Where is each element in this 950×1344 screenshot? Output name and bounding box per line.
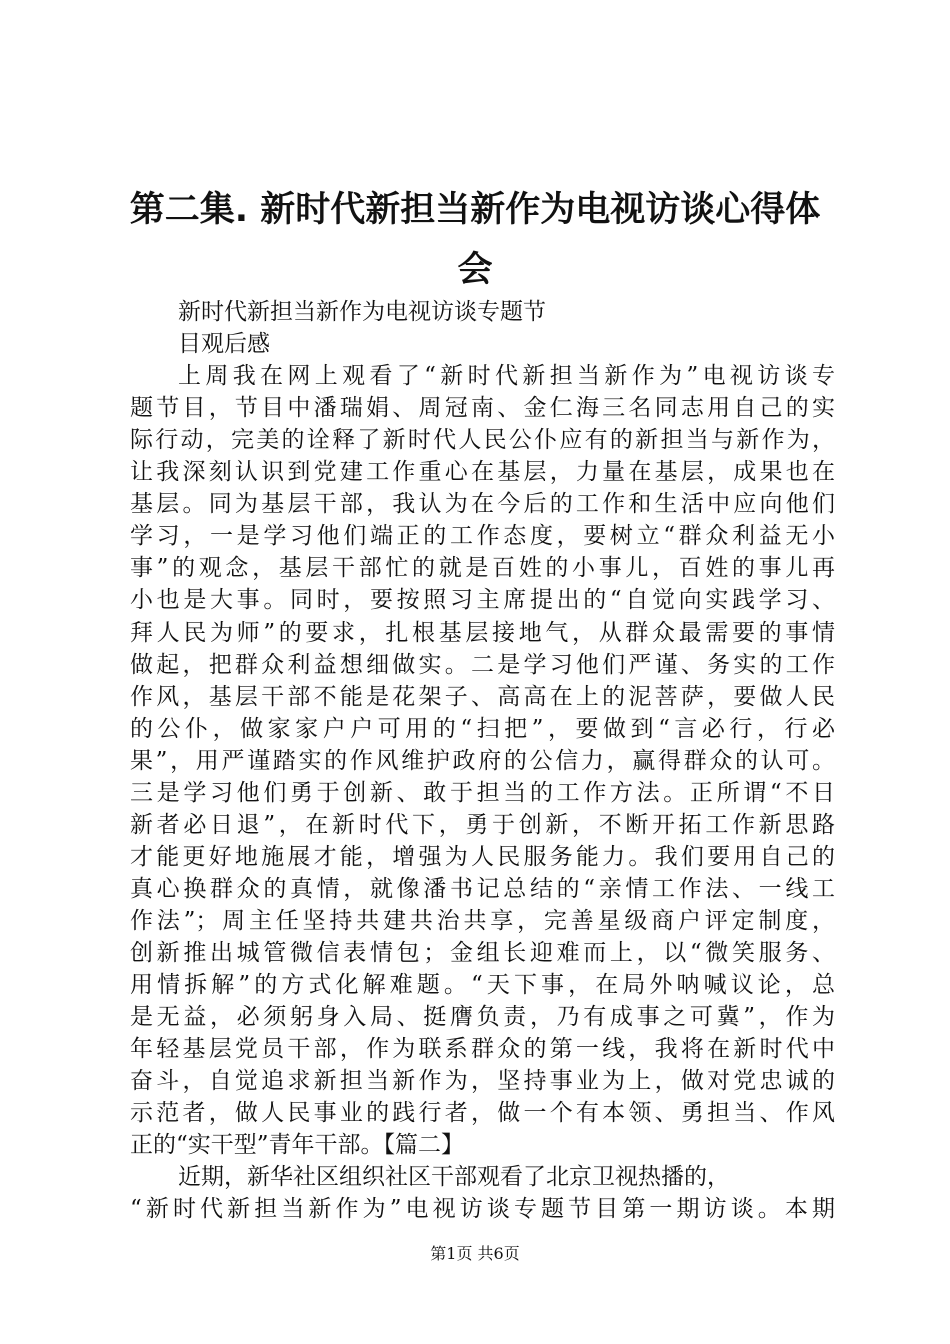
body-line: 正的“实干型”青年干部。【篇二】 — [130, 1132, 465, 1159]
body-line: 学习，一是学习他们端正的工作态度，要树立“群众利益无小 — [130, 523, 835, 550]
body-line: 上周我在网上观看了“新时代新担当新作为”电视访谈专 — [178, 363, 835, 390]
body-line: 新者必日退”，在新时代下，勇于创新，不断开拓工作新思路 — [130, 811, 835, 838]
body-line: 新时代新担当新作为电视访谈专题节 — [178, 299, 546, 325]
body-line: 三是学习他们勇于创新、敢于担当的工作方法。正所谓“不日 — [130, 779, 835, 806]
body-line: “新时代新担当新作为”电视访谈专题节目第一期访谈。本期 — [130, 1196, 835, 1223]
body-line: 题节目，节目中潘瑞娟、周冠南、金仁海三名同志用自己的实 — [130, 395, 835, 422]
document-title-line-2: 会 — [457, 250, 493, 290]
body-line: 事”的观念，基层干部忙的就是百姓的小事儿，百姓的事儿再 — [130, 555, 835, 582]
body-line: 示范者，做人民事业的践行者，做一个有本领、勇担当、作风 — [130, 1100, 835, 1127]
body-line: 创新推出城管微信表情包；金组长迎难而上，以“微笑服务、 — [130, 940, 835, 966]
body-line: 才能更好地施展才能，增强为人民服务能力。我们要用自己的 — [130, 843, 835, 870]
body-line: 作法”；周主任坚持共建共治共享，完善星级商户评定制度， — [130, 907, 835, 934]
body-line: 拜人民为师”的要求，扎根基层接地气，从群众最需要的事情 — [130, 619, 835, 646]
body-line: 基层。同为基层干部，我认为在今后的工作和生活中应向他们 — [130, 491, 835, 518]
body-line: 作风，基层干部不能是花架子、高高在上的泥菩萨，要做人民 — [130, 683, 835, 710]
body-line: 真心换群众的真情，就像潘书记总结的“亲情工作法、一线工 — [130, 875, 835, 902]
body-line: 做起，把群众利益想细做实。二是学习他们严谨、务实的工作 — [130, 651, 835, 678]
body-line: 际行动，完美的诠释了新时代人民公仆应有的新担当与新作为， — [130, 427, 835, 454]
document-title-line-1: 第二集. 新时代新担当新作为电视访谈心得体 — [129, 190, 821, 230]
body-line: 目观后感 — [178, 331, 270, 358]
body-line: 年轻基层党员干部，作为联系群众的第一线，我将在新时代中 — [130, 1036, 835, 1063]
body-line: 的公仆，做家家户户可用的“扫把”，要做到“言必行，行必 — [130, 715, 835, 742]
body-line: 小也是大事。同时，要按照习主席提出的“自觉向实践学习、 — [130, 587, 835, 614]
body-line: 近期，新华社区组织社区干部观看了北京卫视热播的， — [178, 1164, 730, 1191]
body-line: 用情拆解”的方式化解难题。“天下事，在局外呐喊议论，总 — [130, 972, 835, 999]
body-line: 让我深刻认识到党建工作重心在基层，力量在基层，成果也在 — [130, 459, 835, 486]
body-line: 果”，用严谨踏实的作风维护政府的公信力，赢得群众的认可。 — [130, 747, 835, 774]
body-line: 是无益，必须躬身入局、挺膺负责，乃有成事之可冀”，作为 — [130, 1004, 835, 1031]
body-line: 奋斗，自觉追求新担当新作为，坚持事业为上，做对党忠诚的 — [130, 1068, 835, 1095]
page-footer: 第1页 共6页 — [430, 1244, 520, 1263]
